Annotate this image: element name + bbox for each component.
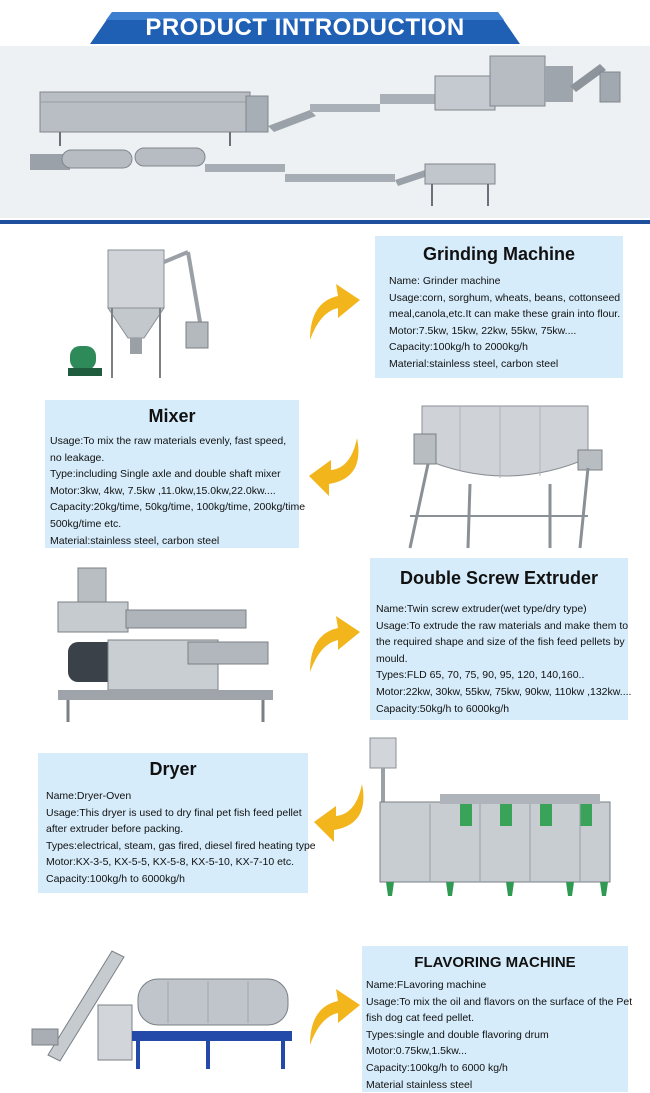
spec-line: Motor:22kw, 30kw, 55kw, 75kw, 90kw, 110kw ,132kw.... bbox=[376, 685, 632, 698]
spec-line: Usage:To extrude the raw materials and make them to bbox=[376, 619, 629, 632]
spec-line: Capacity:100kg/h to 6000 kg/h bbox=[366, 1061, 508, 1074]
flavoring-machine-image bbox=[28, 935, 298, 1075]
flavoring-machine-card bbox=[362, 946, 633, 1092]
arrow-icon bbox=[305, 432, 371, 498]
page-title: PRODUCT INTRODUCTION bbox=[145, 14, 465, 41]
spec-list bbox=[375, 265, 623, 373]
section-title: Double Screw Extruder bbox=[399, 568, 599, 588]
spec-list bbox=[362, 971, 633, 1093]
spec-line: mould. bbox=[376, 652, 408, 665]
section-title: Grinding Machine bbox=[422, 244, 575, 264]
dryer-card bbox=[38, 753, 316, 893]
extruder-card bbox=[370, 558, 632, 720]
arrow-icon bbox=[300, 985, 362, 1051]
spec-line: Motor:0.75kw,1.5kw... bbox=[366, 1045, 467, 1058]
spec-line: Capacity:100kg/h to 6000kg/h bbox=[46, 872, 185, 885]
spec-line: Capacity:50kg/h to 6000kg/h bbox=[376, 702, 510, 715]
grinding-machine-illustration bbox=[60, 242, 210, 387]
spec-list bbox=[45, 427, 306, 549]
extruder-image bbox=[48, 562, 283, 727]
spec-line: Motor:KX-3-5, KX-5-5, KX-5-8, KX-5-10, KX-7-10 etc. bbox=[46, 856, 295, 869]
arrow-icon bbox=[300, 612, 362, 678]
spec-line: Name:FLavoring machine bbox=[366, 979, 487, 991]
spec-list bbox=[370, 589, 632, 717]
spec-line: Types:FLD 65, 70, 75, 90, 95, 120, 140,160.. bbox=[376, 669, 585, 682]
spec-line: Capacity:100kg/h to 2000kg/h bbox=[389, 341, 528, 354]
extruder-illustration bbox=[48, 562, 283, 727]
header-banner bbox=[90, 12, 520, 44]
spec-line: after extruder before packing. bbox=[46, 823, 184, 836]
spec-list bbox=[38, 780, 316, 888]
spec-line: Usage:This dryer is used to dry final pet fish feed pellet bbox=[46, 806, 302, 819]
spec-line: Usage:To mix the raw materials evenly, fast speed, bbox=[50, 435, 287, 447]
mixer-image bbox=[400, 398, 610, 553]
spec-line: Type:including Single axle and double shaft mixer bbox=[50, 468, 281, 481]
spec-line: Types:electrical, steam, gas fired, diesel fired heating type bbox=[46, 839, 316, 852]
grinding-machine-image bbox=[60, 242, 210, 387]
spec-line: Types:single and double flavoring drum bbox=[366, 1028, 549, 1041]
spec-line: Motor:7.5kw, 15kw, 22kw, 55kw, 75kw.... bbox=[389, 324, 577, 337]
spec-line: Capacity:20kg/time, 50kg/time, 100kg/time, 200kg/time bbox=[50, 501, 306, 514]
spec-line: no leakage. bbox=[50, 451, 105, 464]
spec-line: fish dog cat feed pellet. bbox=[366, 1012, 474, 1025]
section-title: Dryer bbox=[149, 759, 197, 779]
section-title: FLAVORING MACHINE bbox=[414, 954, 576, 971]
dryer-illustration bbox=[350, 732, 620, 910]
spec-line: Material:stainless steel, carbon steel bbox=[389, 357, 559, 370]
spec-line: Material:stainless steel, carbon steel bbox=[50, 534, 220, 547]
mixer-illustration bbox=[400, 398, 610, 553]
mixer-card bbox=[45, 400, 306, 548]
spec-line: Usage:corn, sorghum, wheats, beans, cottonseed bbox=[389, 291, 621, 304]
dryer-image bbox=[350, 732, 620, 910]
section-title: Mixer bbox=[148, 406, 196, 426]
spec-line: meal,canola,etc.It can make these grain into flour. bbox=[389, 308, 621, 321]
spec-line: Usage:To mix the oil and flavors on the surface of the Pet bbox=[366, 995, 633, 1008]
spec-line: Name:Twin screw extruder(wet type/dry type) bbox=[376, 603, 587, 615]
spec-line: Name: Grinder machine bbox=[389, 275, 501, 287]
arrow-icon bbox=[300, 280, 362, 346]
spec-line: Material stainless steel bbox=[366, 1078, 473, 1091]
grinding-machine-card bbox=[375, 236, 623, 378]
spec-line: 500kg/time etc. bbox=[50, 517, 122, 530]
spec-line: Motor:3kw, 4kw, 7.5kw ,11.0kw,15.0kw,22.0kw.... bbox=[50, 484, 276, 497]
spec-line: Name:Dryer-Oven bbox=[46, 790, 132, 802]
spec-line: the required shape and size of the fish feed pellets by bbox=[376, 636, 625, 649]
divider-rule bbox=[0, 220, 650, 224]
production-line-image bbox=[0, 46, 650, 218]
production-line-illustration bbox=[0, 46, 650, 218]
flavoring-machine-illustration bbox=[28, 935, 298, 1075]
